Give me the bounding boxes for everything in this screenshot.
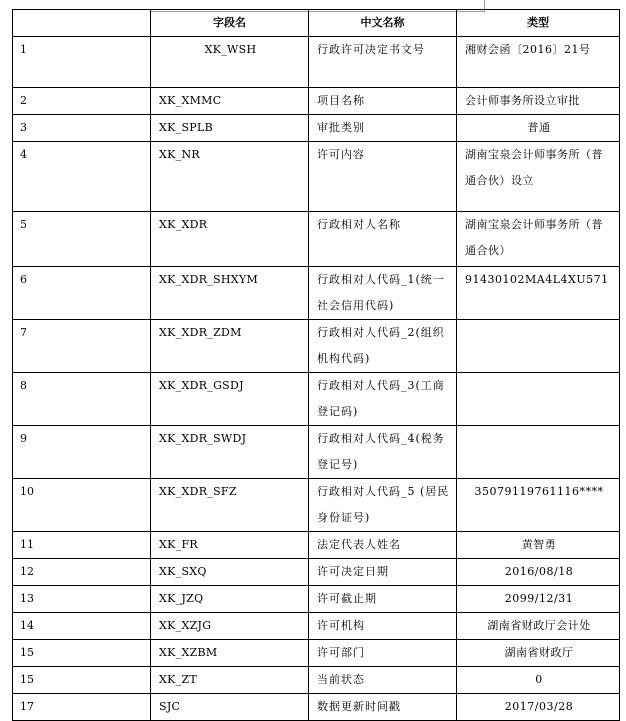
chinese-name-cell: 行政相对人代码_3(工商登记码)	[309, 373, 457, 426]
table-row	[13, 479, 620, 532]
chinese-name-cell: 项目名称	[309, 88, 457, 115]
field-name-cell: XK_JZQ	[151, 586, 309, 613]
row-number: 9	[13, 426, 151, 479]
row-number: 8	[13, 373, 151, 426]
table-row	[13, 373, 620, 426]
field-name-cell: XK_WSH	[151, 37, 309, 88]
type-cell	[457, 426, 620, 479]
field-name-cell: XK_FR	[151, 532, 309, 559]
chinese-name-cell: 行政相对人代码_5 (居民身份证号)	[309, 479, 457, 532]
row-number: 7	[13, 320, 151, 373]
table-row	[13, 532, 620, 559]
chinese-name-cell: 审批类别	[309, 115, 457, 142]
field-definition-table	[12, 9, 620, 721]
field-name-cell: XK_XMMC	[151, 88, 309, 115]
row-number: 6	[13, 267, 151, 320]
table-row	[13, 667, 620, 694]
row-number: 4	[13, 142, 151, 212]
chinese-name-cell: 行政相对人代码_2(组织机构代码)	[309, 320, 457, 373]
field-name-cell: XK_XDR_GSDJ	[151, 373, 309, 426]
table-row	[13, 694, 620, 721]
field-name-cell: XK_SPLB	[151, 115, 309, 142]
type-cell: 湖南省财政厅	[457, 640, 620, 667]
header-number	[13, 10, 151, 37]
chinese-name-cell: 当前状态	[309, 667, 457, 694]
row-number: 5	[13, 212, 151, 267]
field-name-cell: XK_ZT	[151, 667, 309, 694]
type-cell: 湖南宝泉会计师事务所（普通合伙）设立	[457, 142, 620, 212]
table-body	[13, 37, 620, 721]
type-cell: 35079119761116****	[457, 479, 620, 532]
header-field-name: 字段名	[151, 10, 309, 37]
table-header-row	[13, 10, 620, 37]
type-cell: 2099/12/31	[457, 586, 620, 613]
type-cell: 黄智勇	[457, 532, 620, 559]
header-type: 类型	[457, 10, 620, 37]
table-row	[13, 613, 620, 640]
row-number: 11	[13, 532, 151, 559]
field-name-cell: SJC	[151, 694, 309, 721]
table-row	[13, 559, 620, 586]
table-row	[13, 88, 620, 115]
row-number: 12	[13, 559, 151, 586]
field-name-cell: XK_XDR	[151, 212, 309, 267]
field-name-cell: XK_XDR_SFZ	[151, 479, 309, 532]
type-cell: 普通	[457, 115, 620, 142]
type-cell: 91430102MA4L4XU571	[457, 267, 620, 320]
table-row	[13, 37, 620, 88]
table-row	[13, 586, 620, 613]
table-row	[13, 426, 620, 479]
type-cell: 0	[457, 667, 620, 694]
type-cell: 湖南省财政厅会计处	[457, 613, 620, 640]
field-name-cell: XK_XZJG	[151, 613, 309, 640]
row-number: 15	[13, 640, 151, 667]
row-number: 3	[13, 115, 151, 142]
chinese-name-cell: 许可机构	[309, 613, 457, 640]
type-cell: 会计师事务所设立审批	[457, 88, 620, 115]
row-number: 15	[13, 667, 151, 694]
chinese-name-cell: 行政许可决定书文号	[309, 37, 457, 88]
field-name-cell: XK_XZBM	[151, 640, 309, 667]
table-row	[13, 320, 620, 373]
type-cell	[457, 320, 620, 373]
chinese-name-cell: 许可内容	[309, 142, 457, 212]
type-cell: 2016/08/18	[457, 559, 620, 586]
row-number: 17	[13, 694, 151, 721]
type-cell: 2017/03/28	[457, 694, 620, 721]
row-number: 14	[13, 613, 151, 640]
type-cell	[457, 373, 620, 426]
chinese-name-cell: 行政相对人代码_4(税务登记号)	[309, 426, 457, 479]
field-name-cell: XK_XDR_SHXYM	[151, 267, 309, 320]
chinese-name-cell: 行政相对人名称	[309, 212, 457, 267]
chinese-name-cell: 许可决定日期	[309, 559, 457, 586]
chinese-name-cell: 数据更新时间戳	[309, 694, 457, 721]
table-row	[13, 212, 620, 267]
field-name-cell: XK_XDR_ZDM	[151, 320, 309, 373]
field-name-cell: XK_XDR_SWDJ	[151, 426, 309, 479]
table-row	[13, 640, 620, 667]
field-name-cell: XK_SXQ	[151, 559, 309, 586]
chinese-name-cell: 许可部门	[309, 640, 457, 667]
header-chinese-name: 中文名称	[309, 10, 457, 37]
table-row	[13, 142, 620, 212]
row-number: 1	[13, 37, 151, 88]
chinese-name-cell: 行政相对人代码_1(统一社会信用代码)	[309, 267, 457, 320]
row-number: 10	[13, 479, 151, 532]
type-cell: 湖南宝泉会计师事务所（普通合伙）	[457, 212, 620, 267]
table-row	[13, 267, 620, 320]
table-row	[13, 115, 620, 142]
chinese-name-cell: 法定代表人姓名	[309, 532, 457, 559]
row-number: 13	[13, 586, 151, 613]
chinese-name-cell: 许可截止期	[309, 586, 457, 613]
row-number: 2	[13, 88, 151, 115]
field-name-cell: XK_NR	[151, 142, 309, 212]
type-cell: 湘财会函〔2016〕21号	[457, 37, 620, 88]
